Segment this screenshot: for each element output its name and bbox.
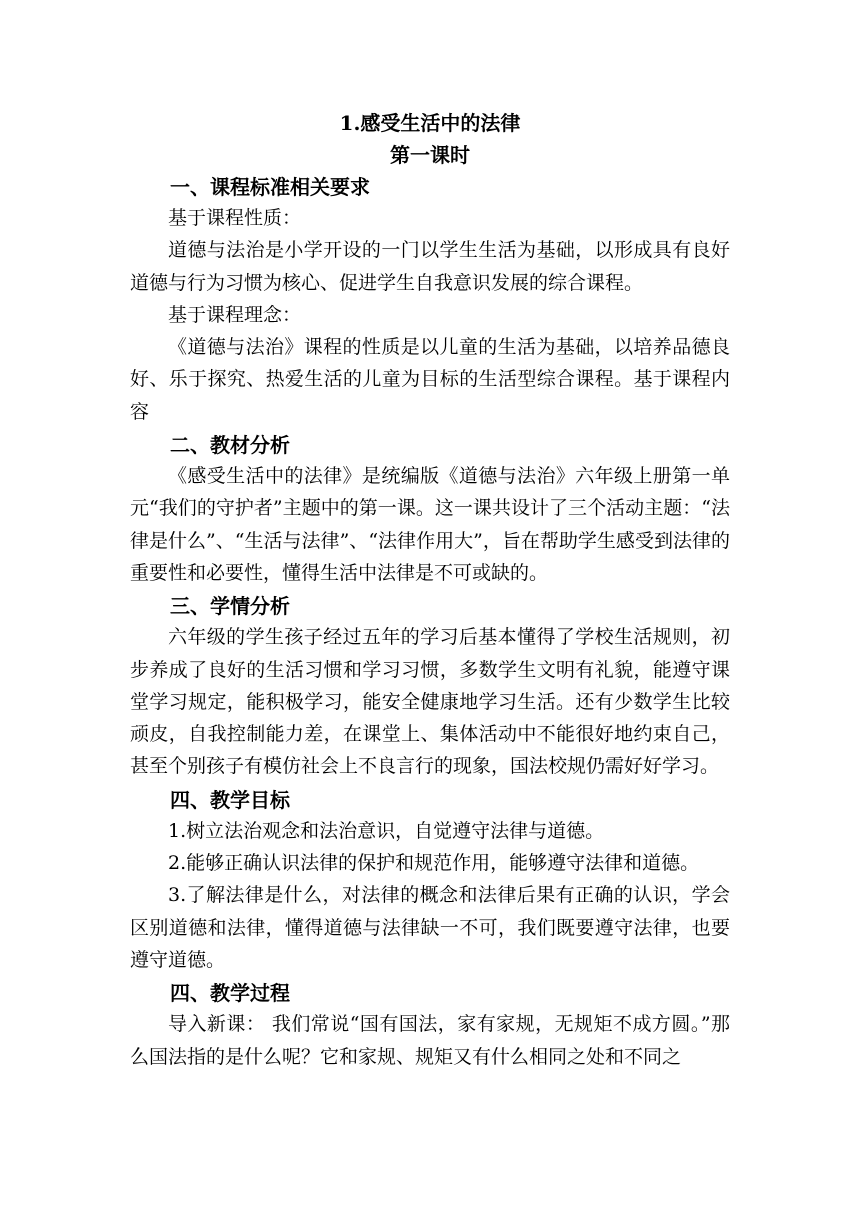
paragraph: 《感受生活中的法律》是统编版《道德与法治》六年级上册第一单元“我们的守护者”主题中的第一课。这一课共设计了三个活动主题：“法律是什么”、“生活与法律”、“法律作用大”，旨在帮助学生感受到法律的重要性和必要性，懂得生活中法律是不可或缺的。 (130, 465, 730, 584)
paragraph: 1.树立法治观念和法治意识，自觉遵守法律与道德。 (168, 819, 605, 842)
section-heading-textbook-analysis: 二、教材分析 (170, 433, 290, 458)
paragraph: 《道德与法治》课程的性质是以儿童的生活为基础，以培养品德良好、乐于探究、热爱生活的儿童为目标的生活型综合课程。基于课程内容 (130, 336, 730, 423)
document-subtitle: 第一课时 (390, 143, 470, 167)
document-body (130, 108, 730, 1073)
paragraph: 道德与法治是小学开设的一门以学生生活为基础，以形成具有良好道德与行为习惯为核心、促进学生自我意识发展的综合课程。 (130, 239, 730, 294)
paragraph: 2.能够正确认识法律的保护和规范作用，能够遵守法律和道德。 (168, 852, 700, 875)
section-heading-teaching-goals: 四、教学目标 (170, 787, 290, 812)
section-heading-teaching-process: 四、教学过程 (170, 981, 290, 1006)
paragraph: 基于课程理念： (168, 303, 302, 326)
paragraph: 3.了解法律是什么，对法律的概念和法律后果有正确的认识，学会区别道德和法律，懂得道德与法律缺一不可，我们既要遵守法律，也要遵守道德。 (130, 884, 730, 971)
section-heading-standards: 一、课程标准相关要求 (170, 175, 370, 199)
paragraph: 六年级的学生孩子经过五年的学习后基本懂得了学校生活规则，初步养成了良好的生活习惯和学习习惯，多数学生文明有礼貌，能遵守课堂学习规定，能积极学习，能安全健康地学习生活。还有少数学生比较顽皮，自我控制能力差，在课堂上、集体活动中不能很好地约束自己，甚至个别孩子有模仿社会上不良言行的现象，国法校规仍需好好学习。 (130, 626, 730, 778)
paragraph: 导入新课： 我们常说“国有国法，家有家规，无规矩不成方圆。”那么国法指的是什么呢？它和家规、规矩又有什么相同之处和不同之 (130, 1013, 730, 1068)
section-heading-student-analysis: 三、学情分析 (170, 594, 290, 619)
paragraph: 基于课程性质： (168, 207, 302, 229)
document-title: 1.感受生活中的法律 (339, 111, 521, 135)
